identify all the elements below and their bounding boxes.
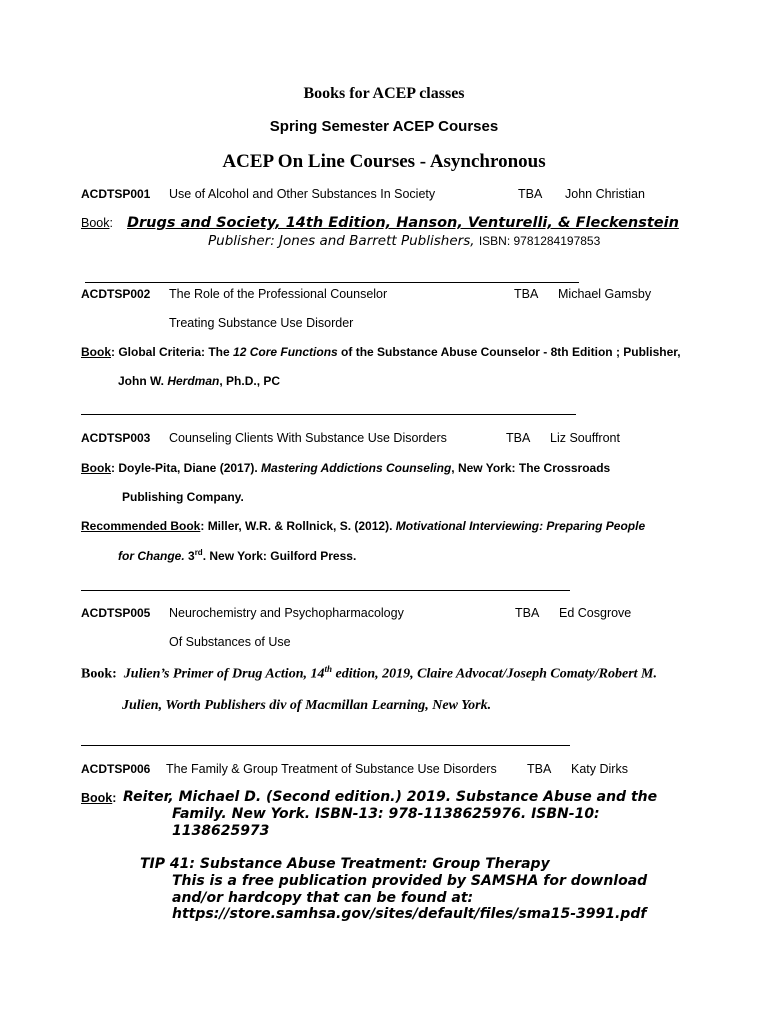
recommended-book-line2 xyxy=(118,548,356,563)
book-text-italic: 12 Core Functions xyxy=(233,345,338,359)
course-schedule: TBA xyxy=(527,762,552,776)
course-title: The Role of the Professional Counselor xyxy=(169,287,388,301)
divider xyxy=(81,414,576,415)
book-text-sup: rd xyxy=(194,548,203,557)
book-text-line2: Family. New York. ISBN-13: 978-1138625976. ISBN-10: xyxy=(172,806,600,822)
book-text: of the Substance Abuse Counselor - 8th Edition ; Publisher, xyxy=(337,345,681,359)
book-text-italic: Julien’s Primer of Drug Action, 14 xyxy=(123,666,325,682)
divider xyxy=(85,282,579,283)
course-instructor: Katy Dirks xyxy=(571,762,628,776)
recommended-book-label: Recommended Book xyxy=(81,519,201,533)
course-schedule: TBA xyxy=(514,287,539,301)
divider xyxy=(81,745,570,746)
course-title: Neurochemistry and Psychopharmacology xyxy=(169,606,404,620)
course-schedule: TBA xyxy=(515,606,540,620)
book-text: , New York: The Crossroads xyxy=(451,461,611,475)
course-schedule: TBA xyxy=(506,431,531,445)
course-instructor: John Christian xyxy=(565,187,645,201)
tip-line2: and/or hardcopy that can be found at: xyxy=(172,890,474,906)
course-instructor: Liz Souffront xyxy=(550,431,620,445)
book-entry xyxy=(81,345,681,359)
book-label: Book xyxy=(81,791,113,805)
book-text: John W. xyxy=(118,374,168,388)
divider xyxy=(81,590,570,591)
book-label: Book: xyxy=(81,666,117,682)
book-text-italic: Motivational Interviewing: Preparing People xyxy=(395,519,646,533)
tip-title: TIP 41: Substance Abuse Treatment: Group Therapy xyxy=(140,856,550,872)
book-text-line1: Reiter, Michael D. (Second edition.) 2019. Substance Abuse and the xyxy=(123,789,658,805)
isbn-text: ISBN: 9781284197853 xyxy=(478,234,601,248)
book-entry-line2: Julien, Worth Publishers div of Macmillan Learning, New York. xyxy=(122,698,492,713)
course-title-line2: Treating Substance Use Disorder xyxy=(169,316,354,330)
book-entry-line2 xyxy=(118,374,280,388)
publisher-text: Publisher: Jones and Barrett Publishers, xyxy=(208,233,475,249)
book-text-italic: for Change. xyxy=(118,549,185,563)
course-title: Use of Alcohol and Other Substances In Society xyxy=(169,187,436,201)
book-text: 3 xyxy=(184,549,195,563)
course-schedule: TBA xyxy=(518,187,543,201)
book-text-italic: edition, 2019, Claire Advocat/Joseph Comaty/Robert M. xyxy=(332,666,657,682)
book-text: . New York: Guilford Press. xyxy=(202,549,357,563)
course-code: ACDTSP005 xyxy=(81,606,151,620)
book-text: , Ph.D., PC xyxy=(219,374,281,388)
course-code: ACDTSP003 xyxy=(81,431,151,445)
book-title: Drugs and Society, 14th Edition, Hanson, Venturelli, & Fleckenstein xyxy=(127,215,679,231)
book-entry xyxy=(81,664,657,683)
recommended-book-entry xyxy=(81,519,645,533)
book-colon: : xyxy=(109,216,113,230)
book-text-line3: 1138625973 xyxy=(172,823,270,839)
book-label: Book xyxy=(81,461,111,475)
semester-title: Spring Semester ACEP Courses xyxy=(269,118,499,135)
course-instructor: Ed Cosgrove xyxy=(559,606,632,620)
course-title-line2: Of Substances of Use xyxy=(169,635,291,649)
book-text: : Global Criteria: The xyxy=(111,345,234,359)
book-publisher xyxy=(208,233,600,249)
book-text: : Doyle-Pita, Diane (2017). xyxy=(111,461,262,475)
book-entry-line2: Publishing Company. xyxy=(122,490,244,504)
book-text: : Miller, W.R. & Rollnick, S. (2012). xyxy=(200,519,396,533)
book-text-italic: Herdman xyxy=(167,374,220,388)
book-colon: : xyxy=(112,791,117,805)
book-text-italic: Mastering Addictions Counseling xyxy=(261,461,452,475)
course-title: The Family & Group Treatment of Substance Use Disorders xyxy=(166,762,497,776)
book-entry xyxy=(81,791,116,805)
course-code: ACDTSP006 xyxy=(81,762,151,776)
course-code: ACDTSP002 xyxy=(81,287,151,301)
tip-url-link[interactable]: https://store.samhsa.gov/sites/default/files/sma15-3991.pdf xyxy=(172,906,647,922)
online-title: ACEP On Line Courses - Asynchronous xyxy=(222,151,546,172)
course-instructor: Michael Gamsby xyxy=(558,287,652,301)
books-title: Books for ACEP classes xyxy=(303,85,465,102)
book-label: Book xyxy=(81,216,110,230)
book-entry xyxy=(81,461,610,475)
course-code: ACDTSP001 xyxy=(81,187,151,201)
tip-line1: This is a free publication provided by SAMSHA for download xyxy=(172,873,648,889)
book-text-sup: th xyxy=(324,664,332,674)
course-title: Counseling Clients With Substance Use Disorders xyxy=(169,431,447,445)
book-label: Book xyxy=(81,345,111,359)
book-entry xyxy=(81,216,113,230)
